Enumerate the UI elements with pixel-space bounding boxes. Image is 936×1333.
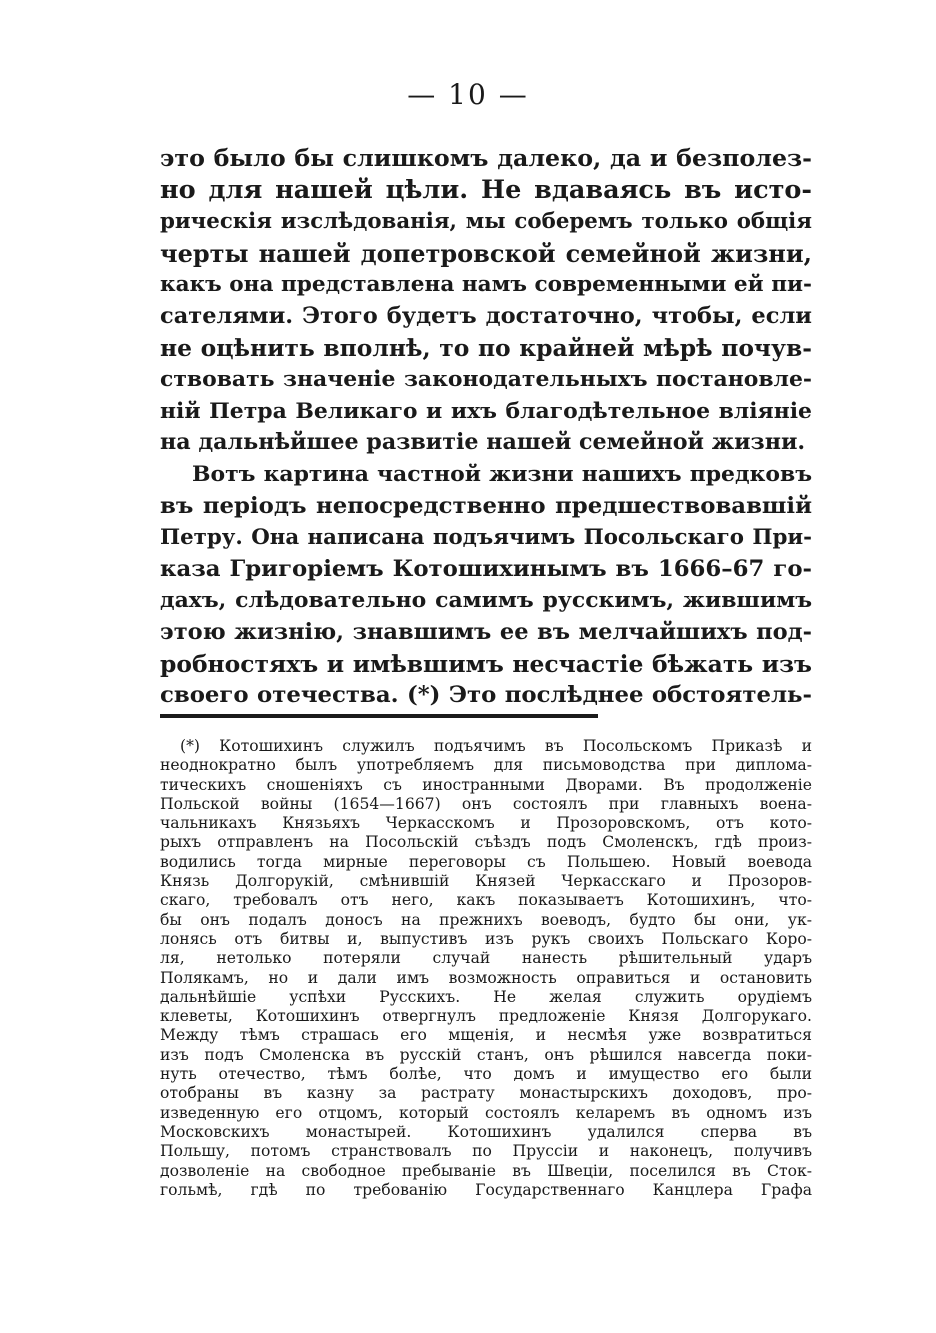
text-line: Вотъ картина частной жизни нашихъ предковъ (192, 460, 812, 487)
footnote-line: нуть отечество, тѣмъ болѣе, что домъ и имущество его были (160, 1065, 812, 1084)
text-line: своего отечества. (*) Это послѣднее обстоятель- (160, 682, 812, 709)
text-line: ствовать значеніе законодательныхъ постановле- (160, 366, 812, 393)
text-line: но для нашей цѣли. Не вдаваясь въ исто- (160, 174, 812, 205)
text-line: Петру. Она написана подъячимъ Посольскаго При- (160, 525, 812, 551)
footnote-line: клеветы, Котошихинъ отвергнулъ предложеніе Князя Долгорукаго. (160, 1007, 812, 1026)
footnote-line: изъ подъ Смоленска въ русскій станъ, онъ рѣшился навсегда поки- (160, 1045, 812, 1064)
footnote-line: водились тогда мирные переговоры съ Польшею. Новый воевода (160, 852, 812, 871)
footnote-line: Между тѣмъ страшась его мщенія, и несмѣя уже возвратиться (160, 1026, 812, 1045)
footnote-line: отобраны въ казну за растрату монастырскихъ доходовъ, про- (160, 1084, 812, 1103)
footnote-line: Московскихъ монастырей. Котошихинъ удалился сперва въ (160, 1122, 812, 1141)
footnote-line: гольмѣ, гдѣ по требованію Государственнаго Канцлера Графа (160, 1180, 812, 1199)
text-line: не оцѣнить вполнѣ, то по крайней мѣрѣ почув- (160, 333, 812, 362)
footnote-line: Полякамъ, но и дали имъ возможность оправиться и остановить (160, 968, 812, 987)
footnote-line: скаго, требовалъ отъ него, какъ показываетъ Котошихинъ, что- (160, 891, 812, 910)
page-number: — 10 — (407, 78, 529, 111)
footnote-line: тическихъ сношеніяхъ съ иностранными Дворами. Въ продолженіе (160, 775, 812, 794)
text-line: это было бы слишкомъ далеко, да и безполез- (160, 144, 812, 172)
text-line: сателями. Этого будетъ достаточно, чтобы, если (160, 302, 812, 329)
footnote-line: Князь Долгорукій, смѣнившій Князей Черкасскаго и Прозоров- (160, 872, 812, 891)
text-line: рическія изслѣдованія, мы соберемъ только общія (160, 209, 812, 235)
footnote-line: дозволеніе на свободное пребываніе въ Швеціи, поселился въ Сток- (160, 1161, 812, 1180)
text-line: на дальнѣйшее развитіе нашей семейной жизни. (160, 429, 806, 456)
footnote-line: (*) Котошихинъ служилъ подъячимъ въ Посольскомъ Приказѣ и (180, 737, 812, 755)
main-text-block (160, 143, 812, 712)
text-line: дахъ, слѣдовательно самимъ русскимъ, жившимъ (160, 587, 812, 614)
footnote-line: ля, нетолько потеряли случай нанесть рѣшительный ударъ (160, 949, 812, 968)
text-line: черты нашей допетровской семейной жизни, (160, 238, 812, 268)
footnote-divider (160, 714, 598, 718)
text-line: въ періодъ непосредственно предшествовавшій (160, 492, 812, 519)
text-line: этою жизнію, знавшимъ ее въ мелчайшихъ под- (160, 618, 812, 645)
footnote-line: рыхъ отправленъ на Посольскій съѣздъ подъ Смоленскъ, гдѣ произ- (160, 833, 812, 852)
text-line: каза Григоріемъ Котошихинымъ въ 1666–67 го- (160, 555, 812, 582)
footnote-line: изведенную его отцомъ, который состоялъ келаремъ въ одномъ изъ (160, 1103, 812, 1122)
footnote-line: Польской войны (1654—1667) онъ состоялъ при главныхъ воена- (160, 794, 812, 813)
text-line: робностяхъ и имѣвшимъ несчастіе бѣжать изъ (160, 649, 812, 678)
footnote-line: Польшу, потомъ странствовалъ по Пруссіи и наконецъ, получивъ (160, 1142, 812, 1161)
footnote-line: неоднократно былъ употребляемъ для письмоводства при диплома- (160, 756, 812, 775)
footnote-block (160, 737, 812, 1200)
text-line: ній Петра Великаго и ихъ благодѣтельное вліяніе (160, 397, 812, 424)
footnote-line: лонясь отъ битвы и, выпустивъ изъ рукъ своихъ Польскаго Коро- (160, 929, 812, 948)
footnote-line: чальникахъ Князьяхъ Черкасскомъ и Прозоровскомъ, отъ кото- (160, 814, 812, 833)
footnote-line: дальнѣйшіе успѣхи Русскихъ. Не желая служить орудіемъ (160, 987, 812, 1006)
text-line: какъ она представлена намъ современными ей пи- (160, 272, 812, 298)
footnote-line: бы онъ подалъ доносъ на прежнихъ воеводъ, будто бы они, ук- (160, 910, 812, 929)
